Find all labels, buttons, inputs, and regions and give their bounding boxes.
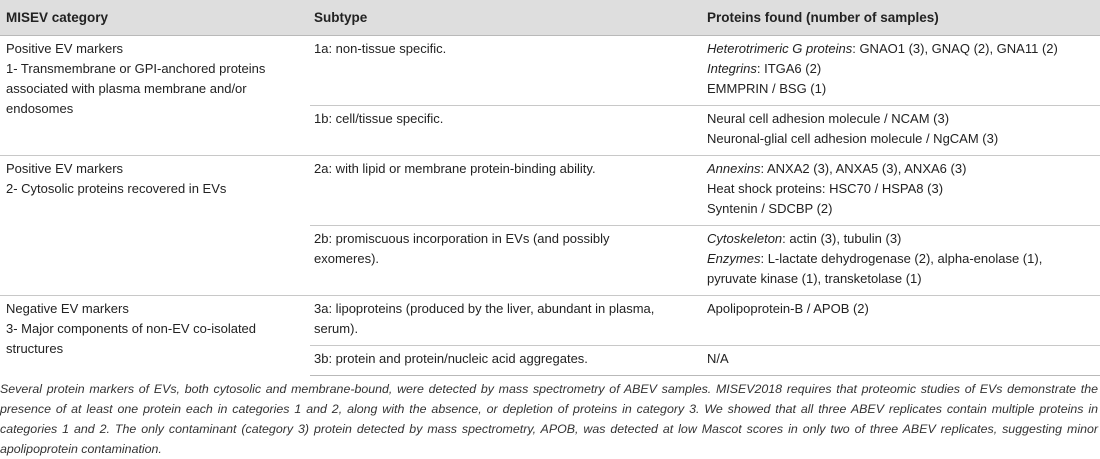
- category-title: Positive EV markers: [6, 41, 124, 56]
- subtype-cell: 1a: non-tissue specific.: [310, 36, 707, 106]
- protein-family-label: Annexins: [707, 161, 761, 176]
- protein-entry: [707, 59, 1100, 79]
- protein-entry: Syntenin / SDCBP (2): [707, 201, 833, 216]
- proteins-cell: [707, 346, 1100, 376]
- category-description: 1- Transmembrane or GPI-anchored proteins associated with plasma membrane and/or endosomes: [6, 61, 266, 116]
- proteins-cell: [707, 156, 1100, 226]
- protein-entry: Neural cell adhesion molecule / NCAM (3): [707, 111, 950, 126]
- subtype-cell: 1b: cell/tissue specific.: [310, 106, 707, 156]
- proteins-cell: [707, 106, 1100, 156]
- protein-text: : actin (3), tubulin (3): [782, 231, 902, 246]
- subtype-text: 3a: lipoproteins (produced by the liver, abundant in plasma, serum).: [314, 301, 655, 336]
- protein-entry: Heat shock proteins: HSC70 / HSPA8 (3): [707, 181, 944, 196]
- category-cell: [0, 296, 310, 376]
- header-row: [0, 0, 1100, 36]
- category-title: Negative EV markers: [6, 301, 129, 316]
- protein-family-label: Heterotrimeric G proteins: [707, 41, 853, 56]
- subtype-cell: [310, 226, 707, 296]
- table-row: [0, 36, 1100, 106]
- table-caption: Several protein markers of EVs, both cytosolic and membrane-bound, were detected by mass spectrometry of ABEV samples. MISEV2018 requires that proteomic studies of EVs demonstrate the presence of at least one protein each in categories 1 and 2, along with the absence, or depletion of proteins in category 3. We showed that all three ABEV replicates contain multiple proteins in categories 1 and 2. The only contaminant (category 3) protein detected by mass spectrometry, APOB, was detected at low Mascot scores in only two of three ABEV replicates, suggesting minor apolipoprotein contamination.: [0, 382, 1098, 456]
- category-cell: [0, 36, 310, 156]
- protein-text: : ITGA6 (2): [756, 61, 822, 76]
- protein-entry: EMMPRIN / BSG (1): [707, 81, 827, 96]
- subtype-cell: 2a: with lipid or membrane protein-binding ability.: [310, 156, 707, 226]
- protein-entry: [707, 39, 1100, 59]
- category-description: 3- Major components of non-EV co-isolated structures: [6, 321, 257, 356]
- header-subtype: Subtype: [310, 0, 707, 36]
- category-description: 2- Cytosolic proteins recovered in EVs: [6, 181, 227, 196]
- protein-entry: [707, 159, 1100, 179]
- subtype-text: 2b: promiscuous incorporation in EVs (and possibly exomeres).: [314, 231, 610, 266]
- header-misev-category: MISEV category: [0, 0, 310, 36]
- protein-text: : GNAO1 (3), GNAQ (2), GNA11 (2): [852, 41, 1058, 56]
- protein-family-label: Cytoskeleton: [707, 231, 783, 246]
- subtype-cell: 3b: protein and protein/nucleic acid aggregates.: [310, 346, 707, 376]
- proteins-cell: [707, 36, 1100, 106]
- protein-entry: [707, 249, 1092, 289]
- protein-entry: Neuronal-glial cell adhesion molecule / NgCAM (3): [707, 131, 999, 146]
- header-proteins-found: Proteins found (number of samples): [707, 0, 1100, 36]
- table-row: [0, 156, 1100, 226]
- protein-entry: [707, 229, 1100, 249]
- protein-text: : L-lactate dehydrogenase (2), alpha-enolase (1), pyruvate kinase (1), transketolase (1): [707, 251, 1043, 286]
- protein-text: : ANXA2 (3), ANXA5 (3), ANXA6 (3): [760, 161, 967, 176]
- protein-entry: Apolipoprotein-B / APOB (2): [707, 301, 869, 316]
- protein-family-label: Enzymes: [707, 251, 761, 266]
- proteins-cell: [707, 296, 1100, 346]
- proteins-cell: [707, 226, 1100, 296]
- subtype-cell: [310, 296, 707, 346]
- category-title: Positive EV markers: [6, 161, 124, 176]
- protein-family-label: Integrins: [707, 61, 757, 76]
- protein-entry: N/A: [707, 351, 729, 366]
- category-cell: [0, 156, 310, 296]
- table-row: [0, 296, 1100, 346]
